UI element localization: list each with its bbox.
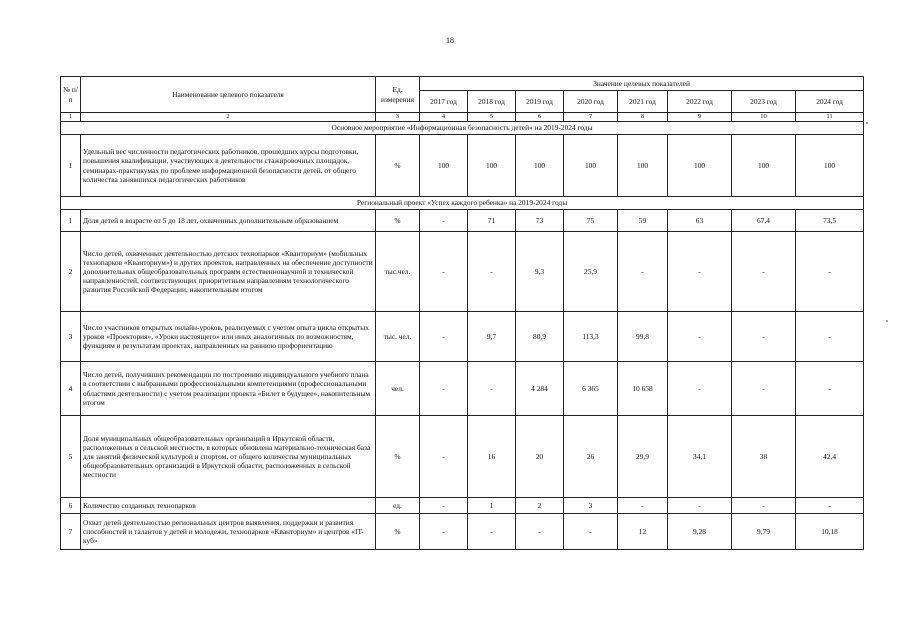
indicator-value: 63: [668, 210, 732, 232]
indicator-value: 34,1: [668, 416, 732, 498]
indicator-value: 80,9: [516, 312, 564, 362]
unit-of-measure: чел.: [376, 362, 420, 416]
indicator-value: -: [796, 498, 864, 514]
header-unit: Ед. измерения: [376, 77, 420, 113]
indicator-value: -: [732, 312, 796, 362]
indicator-value: -: [796, 362, 864, 416]
indicator-value: -: [668, 312, 732, 362]
row-number: 7: [61, 514, 81, 550]
unit-of-measure: тыс. чел.: [376, 312, 420, 362]
indicator-value: 100: [468, 135, 516, 197]
column-number: 3: [376, 113, 420, 122]
indicator-value: 67,4: [732, 210, 796, 232]
indicator-value: -: [668, 498, 732, 514]
section-title: Основное мероприятие «Информационная безопасность детей» на 2019-2024 годы: [61, 122, 864, 135]
row-number: 3: [61, 312, 81, 362]
indicator-value: -: [420, 210, 468, 232]
indicator-value: 29,9: [618, 416, 668, 498]
indicator-value: 25,9: [564, 232, 618, 312]
scan-speck: [866, 122, 868, 124]
indicator-value: 10 658: [618, 362, 668, 416]
indicator-value: 100: [668, 135, 732, 197]
column-number: 1: [61, 113, 81, 122]
indicator-value: 99,8: [618, 312, 668, 362]
table-row: [61, 498, 864, 514]
indicator-value: -: [732, 362, 796, 416]
indicator-value: -: [618, 498, 668, 514]
indicator-value: -: [420, 362, 468, 416]
indicator-value: 38: [732, 416, 796, 498]
unit-of-measure: %: [376, 514, 420, 550]
indicator-value: 73: [516, 210, 564, 232]
indicator-value: 113,3: [564, 312, 618, 362]
indicator-value: -: [732, 232, 796, 312]
indicator-value: 100: [618, 135, 668, 197]
column-number: 9: [668, 113, 732, 122]
indicator-value: -: [668, 362, 732, 416]
indicator-value: 100: [420, 135, 468, 197]
table-row: [61, 416, 864, 498]
section-row: [61, 122, 864, 135]
row-number: 1: [61, 210, 81, 232]
indicator-value: 42,4: [796, 416, 864, 498]
indicator-value: 1: [468, 498, 516, 514]
target-indicators-table: [60, 76, 864, 550]
table-row: [61, 210, 864, 232]
indicator-value: 3: [564, 498, 618, 514]
row-number: 4: [61, 362, 81, 416]
indicator-value: 10,18: [796, 514, 864, 550]
indicator-value: -: [732, 498, 796, 514]
header-values-group: Значение целевых показателей: [420, 77, 864, 91]
header-year: 2018 год: [468, 91, 516, 113]
indicator-value: 4 284: [516, 362, 564, 416]
column-number: 10: [732, 113, 796, 122]
indicator-value: 9,7: [468, 312, 516, 362]
indicator-name: Количество созданных технопарков: [81, 498, 376, 514]
indicator-value: -: [420, 232, 468, 312]
column-numbers-row: [61, 113, 864, 122]
indicator-value: 100: [796, 135, 864, 197]
indicator-value: -: [420, 498, 468, 514]
indicator-name: Доля детей в возрасте от 5 до 18 лет, охваченных дополнительным образованием: [81, 210, 376, 232]
table-row: [61, 135, 864, 197]
unit-of-measure: %: [376, 135, 420, 197]
indicator-value: -: [420, 312, 468, 362]
table-row: [61, 312, 864, 362]
indicator-value: 100: [564, 135, 618, 197]
unit-of-measure: %: [376, 210, 420, 232]
indicator-value: -: [468, 514, 516, 550]
header-year: 2017 год: [420, 91, 468, 113]
indicator-value: 9,79: [732, 514, 796, 550]
indicator-value: 20: [516, 416, 564, 498]
table-body: [61, 122, 864, 550]
row-number: 1: [61, 135, 81, 197]
table-row: [61, 232, 864, 312]
column-number: 8: [618, 113, 668, 122]
section-title: Региональный проект «Успех каждого ребенка» на 2019-2024 годы: [61, 197, 864, 210]
indicator-value: -: [420, 514, 468, 550]
indicator-value: 26: [564, 416, 618, 498]
indicator-name: Охват детей деятельностью региональных центров выявления, поддержки и развития способностей и талантов у детей и молодежи, технопарков «Кванториум» и центров «IT-куб»: [81, 514, 376, 550]
row-number: 2: [61, 232, 81, 312]
column-number: 11: [796, 113, 864, 122]
indicator-value: 71: [468, 210, 516, 232]
indicator-name: Число участников открытых онлайн-уроков, реализуемых с учетом опыта цикла открытых уроков «Проектория», «Уроки настоящего» или иных аналогичных по возможностям, функциям и результатам проектах, направленных на раннюю профориентацию: [81, 312, 376, 362]
indicator-value: 59: [618, 210, 668, 232]
indicator-name: Число детей, получивших рекомендации по построению индивидуального учебного плана в соответствии с выбранными профессиональными компетенциями (профессиональными областями деятельности) с учетом реализации проекта «Билет в будущее», накопительным итогом: [81, 362, 376, 416]
column-number: 4: [420, 113, 468, 122]
indicator-value: -: [618, 232, 668, 312]
page-number: 18: [446, 36, 454, 45]
indicator-value: -: [564, 514, 618, 550]
indicator-value: 16: [468, 416, 516, 498]
header-name: Наименование целевого показателя: [81, 77, 376, 113]
header-year: 2021 год: [618, 91, 668, 113]
table-row: [61, 514, 864, 550]
header-year: 2023 год: [732, 91, 796, 113]
header-num: № п/п: [61, 77, 81, 113]
indicator-value: 75: [564, 210, 618, 232]
column-number: 6: [516, 113, 564, 122]
unit-of-measure: ед.: [376, 498, 420, 514]
section-row: [61, 197, 864, 210]
row-number: 6: [61, 498, 81, 514]
column-number: 7: [564, 113, 618, 122]
indicator-value: -: [468, 232, 516, 312]
indicator-value: 100: [732, 135, 796, 197]
indicator-value: -: [516, 514, 564, 550]
header-year: 2022 год: [668, 91, 732, 113]
indicator-value: -: [420, 416, 468, 498]
indicator-value: -: [796, 232, 864, 312]
column-number: 2: [81, 113, 376, 122]
indicator-name: Доля муниципальных общеобразовательных организаций в Иркутской области, расположенных в сельской местности, в которых обновлена материально-техническая база для занятий физической культурой и спортом, от общего количества муниципальных общеобразовательных организаций в Иркутской области, расположенных в сельской местности: [81, 416, 376, 498]
indicator-value: 100: [516, 135, 564, 197]
unit-of-measure: тыс.чел.: [376, 232, 420, 312]
indicator-value: -: [668, 232, 732, 312]
column-number: 5: [468, 113, 516, 122]
indicator-value: -: [796, 312, 864, 362]
table-row: [61, 362, 864, 416]
indicator-value: 73,5: [796, 210, 864, 232]
unit-of-measure: %: [376, 416, 420, 498]
header-year: 2024 год: [796, 91, 864, 113]
indicator-value: 6 365: [564, 362, 618, 416]
header-year: 2020 год: [564, 91, 618, 113]
indicator-name: Число детей, охваченных деятельностью детских технопарков «Кванториум» (мобильных технопарков «Кванториум») и других проектов, направленных на обеспечение доступности дополнительных общеобразовательных программ естественнонаучной и технической направленностей, соответствующих приоритетным направлениям технологического развития Российской Федерации, накопительным итогом: [81, 232, 376, 312]
indicator-name: Удельный вес численности педагогических работников, прошедших курсы подготовки, повышения квалификации, участвующих в деятельности стажировочных площадок, семинарах-практикумах по проблеме информационной безопасности детей, от общего количества занявшихся педагогических работников: [81, 135, 376, 197]
indicator-value: 9,28: [668, 514, 732, 550]
indicator-value: 12: [618, 514, 668, 550]
indicator-value: -: [468, 362, 516, 416]
indicator-value: 9,3: [516, 232, 564, 312]
header-year: 2019 год: [516, 91, 564, 113]
scan-speck: [886, 320, 888, 322]
row-number: 5: [61, 416, 81, 498]
indicator-value: 2: [516, 498, 564, 514]
